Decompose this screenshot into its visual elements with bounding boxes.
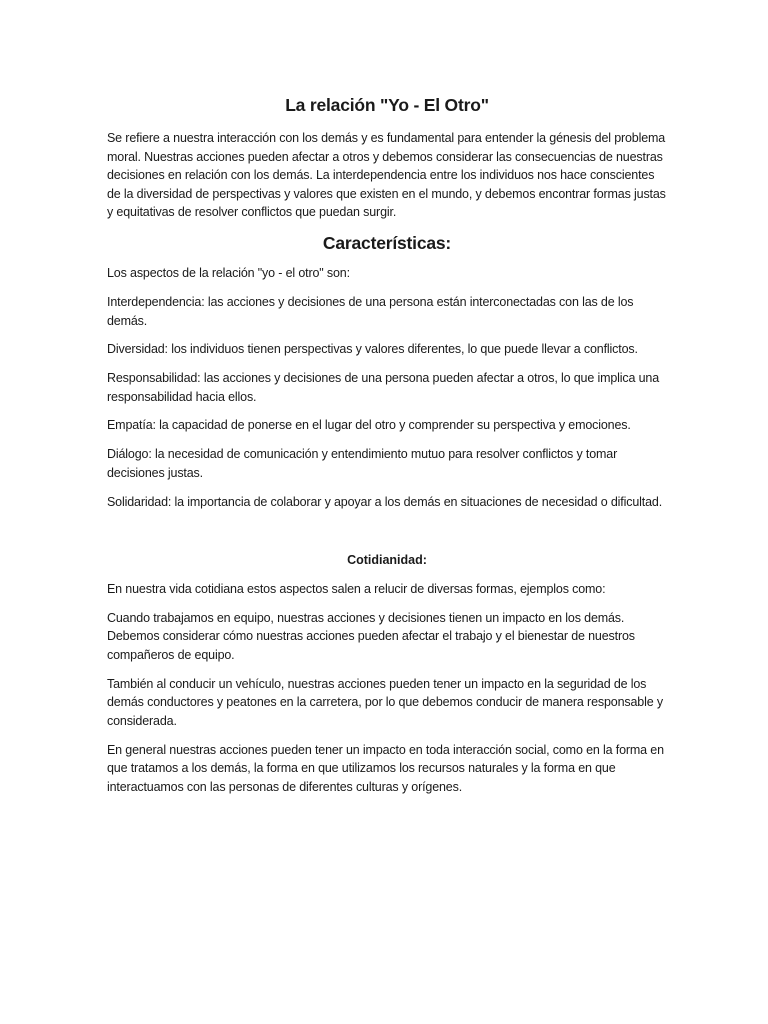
everyday-example-teamwork: Cuando trabajamos en equipo, nuestras acciones y decisiones tienen un impacto en los demás. Debemos considerar cómo nuestras acciones pueden afectar el trabajo y el bienestar de nuestros compañeros de equipo. — [107, 610, 635, 662]
characteristic-item-dialogo: Diálogo: la necesidad de comunicación y entendimiento mutuo para resolver conflictos y tomar decisiones justas. — [107, 447, 618, 480]
characteristic-item-interdependencia: Interdependencia: las acciones y decisiones de una persona están interconectadas con las de los demás. — [107, 294, 634, 328]
document-title: La relación "Yo - El Otro" — [285, 95, 489, 115]
everyday-lead: En nuestra vida cotidiana estos aspectos salen a relucir de diversas formas, ejemplos como: — [107, 581, 606, 596]
intro-paragraph: Se refiere a nuestra interacción con los demás y es fundamental para entender la génesis del problema moral. Nuestras acciones pueden afectar a otros y debemos considerar las consecuencias de nuestras decisiones en relación con los demás. La interdependencia entre los individuos nos hace conscientes de la diversidad de perspectivas y valores que existen en el mundo, y debemos encontrar formas justas y equitativas de resolver conflictos que puedan surgir. — [107, 131, 666, 220]
characteristic-item-responsabilidad: Responsabilidad: las acciones y decisiones de una persona pueden afectar a otros, lo que implica una responsabilidad hacia ellos. — [107, 371, 660, 404]
everyday-heading: Cotidianidad: — [347, 553, 427, 568]
everyday-example-driving: También al conducir un vehículo, nuestras acciones pueden tener un impacto en la seguridad de los demás conductores y peatones en la carretera, por lo que debemos conducir de manera responsable y considerada. — [107, 676, 663, 728]
characteristic-item-empatia: Empatía: la capacidad de ponerse en el lugar del otro y comprender su perspectiva y emociones. — [107, 418, 631, 433]
everyday-example-general: En general nuestras acciones pueden tener un impacto en toda interacción social, como en la forma en que tratamos a los demás, la forma en que utilizamos los recursos naturales y la forma en que interactuamos con las personas de diferentes culturas y orígenes. — [107, 742, 664, 794]
section-spacer — [107, 521, 667, 551]
characteristic-item-solidaridad: Solidaridad: la importancia de colaborar y apoyar a los demás en situaciones de necesidad o dificultad. — [107, 494, 663, 509]
document-body — [107, 94, 667, 807]
characteristics-heading: Características: — [322, 233, 452, 254]
characteristic-item-diversidad: Diversidad: los individuos tienen perspectivas y valores diferentes, lo que puede llevar a conflictos. — [107, 342, 638, 357]
characteristics-lead: Los aspectos de la relación "yo - el otro" son: — [107, 266, 350, 281]
